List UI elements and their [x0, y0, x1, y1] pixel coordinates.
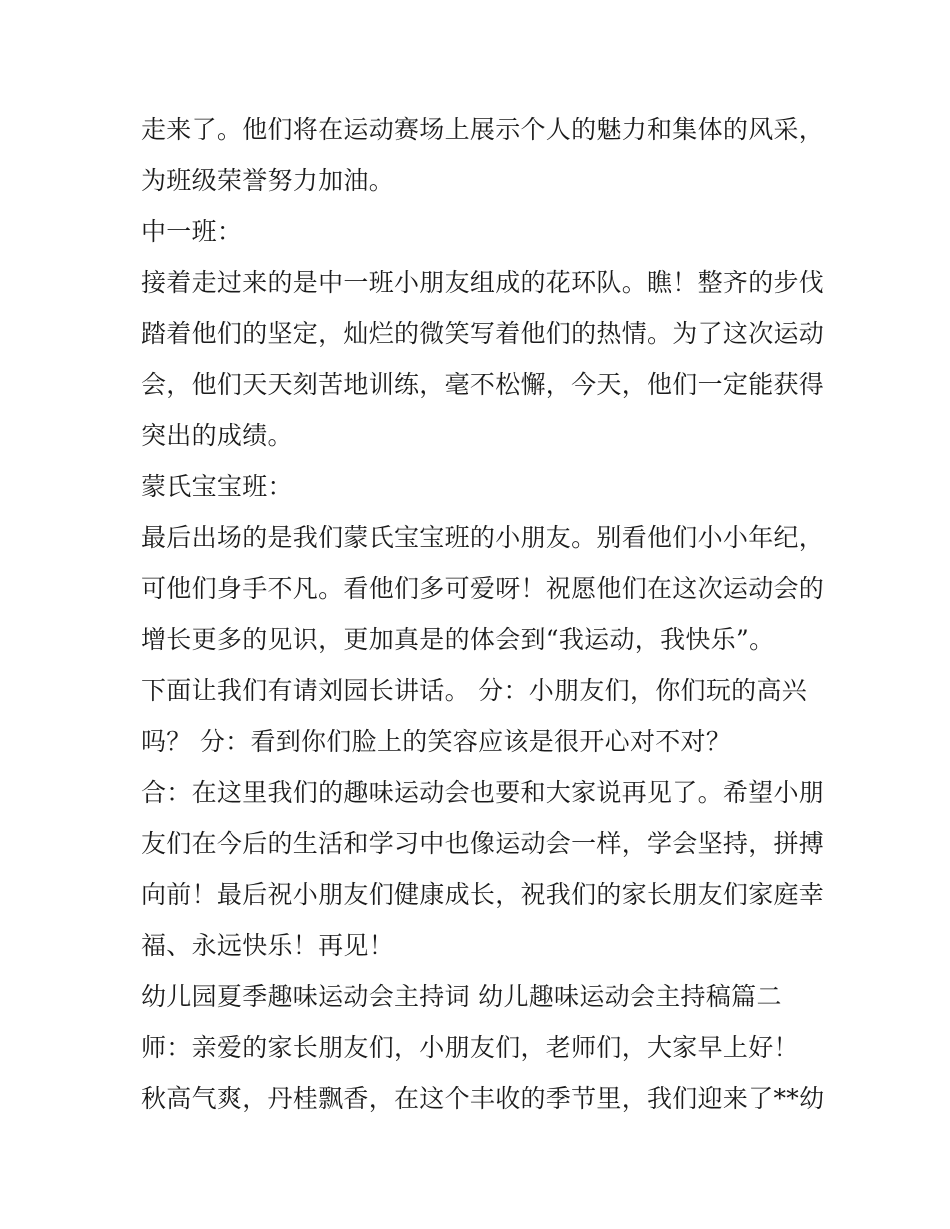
text-line: 向前！最后祝小朋友们健康成长，祝我们的家长朋友们家庭幸: [141, 880, 825, 909]
text-line: 增长更多的见识，更加真是的体会到“我运动，我快乐”。: [141, 625, 775, 654]
text-line: 吗？ 分：看到你们脸上的笑容应该是很开心对不对？: [141, 727, 732, 756]
text-line: 踏着他们的坚定，灿烂的微笑写着他们的热情。为了这次运动: [141, 319, 825, 348]
text-line: 秋高气爽，丹桂飘香，在这个丰收的季节里，我们迎来了**幼: [141, 1084, 825, 1113]
text-line: 师：亲爱的家长朋友们，小朋友们，老师们，大家早上好！: [141, 1033, 799, 1062]
text-line: 可他们身手不凡。看他们多可爱呀！祝愿他们在这次运动会的: [141, 574, 825, 603]
text-line: 走来了。他们将在运动赛场上展示个人的魅力和集体的风采，: [141, 115, 825, 144]
section-heading: 蒙氏宝宝班：: [141, 472, 293, 501]
text-line: 突出的成绩。: [141, 421, 293, 450]
article-title: 幼儿园夏季趣味运动会主持词 幼儿趣味运动会主持稿篇二: [141, 982, 782, 1011]
text-line: 接着走过来的是中一班小朋友组成的花环队。瞧！整齐的步伐: [141, 268, 825, 297]
text-line: 友们在今后的生活和学习中也像运动会一样，学会坚持，拼搏: [141, 829, 825, 858]
section-heading: 中一班：: [141, 217, 243, 246]
text-line: 福、永远快乐！再见！: [141, 931, 395, 960]
text-line: 会，他们天天刻苦地训练，毫不松懈，今天，他们一定能获得: [141, 370, 825, 399]
text-line: 合：在这里我们的趣味运动会也要和大家说再见了。希望小朋: [141, 778, 825, 807]
text-line: 下面让我们有请刘园长讲话。 分：小朋友们，你们玩的高兴: [141, 676, 808, 705]
text-line: 最后出场的是我们蒙氏宝宝班的小朋友。别看他们小小年纪，: [141, 523, 825, 552]
document-body: [141, 104, 825, 1124]
text-line: 为班级荣誉努力加油。: [141, 166, 395, 195]
